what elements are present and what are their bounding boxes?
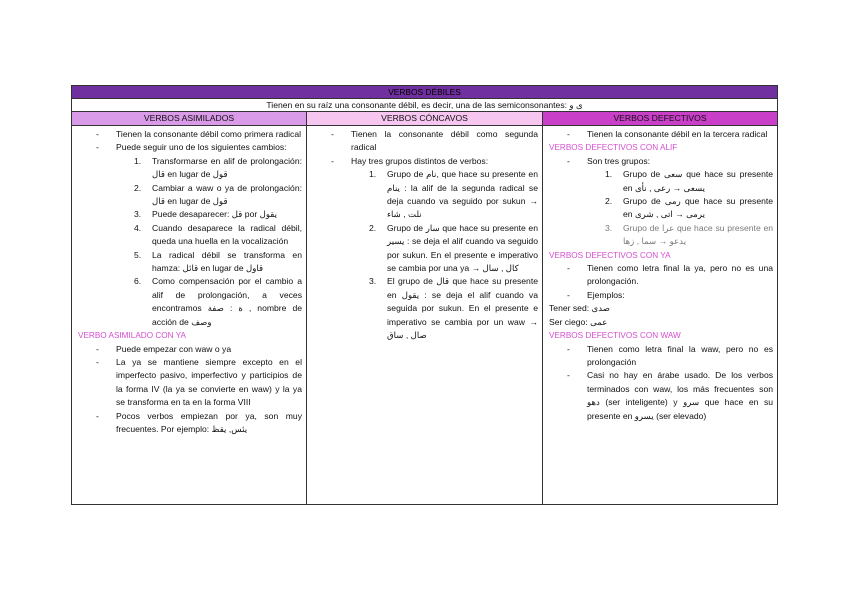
numbered-item: 2. Grupo de سار que hace su presente en يسير : se deja el alif cuando va seguido por sukun. En el presente e imperativo se cambia por una ya → كال , سال <box>369 222 538 274</box>
list-item: - Pocos verbos empiezan por ya, son muy frecuentes. Por ejemplo: يئس, يقظ <box>78 410 302 437</box>
list-item: - Puede empezar con waw o ya <box>78 343 302 356</box>
numbered-item-text: Grupo de عرا que hace su presente en يدعو → سما , زها <box>623 222 774 247</box>
header-defectivos: VERBOS DEFECTIVOS <box>543 112 778 126</box>
list-item: - Puede seguir uno de los siguientes cambios: <box>78 141 302 154</box>
numbered-item-text: El grupo de قال que hace su presente en يقول : se deja el alif cuando va seguida por sukun. En el presente e imperativo se cambia por un waw → صال , ساق <box>387 276 539 341</box>
header-concavos: VERBOS CÓNCAVOS <box>307 112 543 126</box>
numbered-item-text: Puede desaparecer: قل por يقول <box>152 209 278 220</box>
list-item: - Son tres grupos: <box>549 155 773 168</box>
numbered-item: 3. Grupo de عرا que hace su presente en يدعو → سما , زها <box>605 222 774 247</box>
numbered-item: 1. Grupo de سعى que hace su presente en يسعى → رعى , نأى <box>605 169 774 193</box>
example-line: Tener sed: صدى <box>549 303 611 314</box>
list-item: - Tienen la consonante débil en la tercera radical <box>549 128 773 141</box>
section-heading-defectivos-waw: VERBOS DEFECTIVOS CON WAW <box>549 331 681 341</box>
numbered-item: 3. El grupo de قال que hace su presente en يقول : se deja el alif cuando va seguida por sukun. En el presente e imperativo se cambia por un waw → صال , ساق <box>369 276 539 341</box>
column-concavos <box>307 126 543 505</box>
section-heading-asimilado-ya: VERBO ASIMILADO CON YA <box>78 331 186 341</box>
numbered-item: 6. Como compensación por el cambio a alif de prolongación, a veces encontramos ة : صفة , nombre de acción de وصف <box>134 276 302 327</box>
numbered-item: 4. Cuando desaparece la radical débil, queda una huella en la vocalización <box>134 222 302 247</box>
numbered-item: 1. Grupo de نام, que hace su presente en ينام : la alif de la segunda radical se deja cuando va seguido por sukun → نلت , شاء <box>369 169 538 220</box>
list-item: - Ejemplos: <box>549 289 773 302</box>
list-item: - Tienen la consonante débil como primera radical <box>78 128 302 141</box>
list-item: - Hay tres grupos distintos de verbos: <box>313 155 538 168</box>
section-heading-defectivos-alif: VERBOS DEFECTIVOS CON ALIF <box>549 143 678 153</box>
table-title: VERBOS DÉBILES <box>72 86 778 99</box>
numbered-item-text: La radical débil se transforma en hamza: قائل en lugar de قاول <box>152 249 302 274</box>
column-defectivos <box>543 126 778 505</box>
section-heading-defectivos-ya: VERBOS DEFECTIVOS CON YA <box>549 250 671 260</box>
numbered-item: 2. Cambiar a waw o ya de prolongación: قال en lugar de قول <box>134 182 302 207</box>
numbered-item: 5. La radical débil se transforma en hamza: قائل en lugar de قاول <box>134 249 302 274</box>
column-asimilados <box>72 126 307 505</box>
list-item: - Tienen como letra final la waw, pero no es prolongación <box>549 343 773 370</box>
numbered-item-text: Cuando desaparece la radical débil, queda una huella en la vocalización <box>152 222 302 247</box>
numbered-item: 2. Grupo de رمى que hace su presente en يرمى → اتى , شرى <box>605 196 774 220</box>
header-asimilados: VERBOS ASIMILADOS <box>72 112 307 126</box>
numbered-item-text: Grupo de سعى que hace su presente en يسعى → رعى , نأى <box>623 169 774 193</box>
numbered-item-text: Grupo de نام, que hace su presente en ينام : la alif de la segunda radical se deja cuando va seguido por sukun → نلت , شاء <box>387 169 538 220</box>
numbered-item-text: Cambiar a waw o ya de prolongación: قال en lugar de قول <box>152 182 302 207</box>
numbered-item-text: Transformarse en alif de prolongación: قال en lugar de قول <box>152 155 302 180</box>
numbered-item-text: Como compensación por el cambio a alif de prolongación, a veces encontramos ة : صفة , nombre de acción de وصف <box>152 276 302 327</box>
example-line: Ser ciego: عمى <box>549 316 608 327</box>
list-item: - Tienen la consonante débil como segunda radical <box>313 128 538 155</box>
list-item: - Casi no hay en árabe usado. De los verbos terminados con waw, los más frecuentes son دهو (ser inteligente) y سرو que hace en su presente en يسرو (ser elevado) <box>549 369 773 423</box>
list-item: - La ya se mantiene siempre excepto en el imperfecto pasivo, imperfectivo y participios de la forma IV (la ya se convierte en waw) y la ya se transforma en ta en la forma VIII <box>78 356 302 410</box>
table-subtitle: Tienen en su raíz una consonante débil, es decir, una de las semiconsonantes: ى و <box>72 99 778 112</box>
numbered-item: 3. Puede desaparecer: قل por يقول <box>134 209 278 220</box>
verbs-table <box>71 85 778 505</box>
list-item: - Tienen como letra final la ya, pero no es una prolongación. <box>549 262 773 289</box>
numbered-item: 1. Transformarse en alif de prolongación: قال en lugar de قول <box>134 155 302 180</box>
numbered-item-text: Grupo de رمى que hace su presente en يرمى → اتى , شرى <box>623 196 774 220</box>
numbered-item-text: Grupo de سار que hace su presente en يسير : se deja el alif cuando va seguido por sukun. En el presente e imperativo se cambia por una ya → كال , سال <box>387 222 538 274</box>
